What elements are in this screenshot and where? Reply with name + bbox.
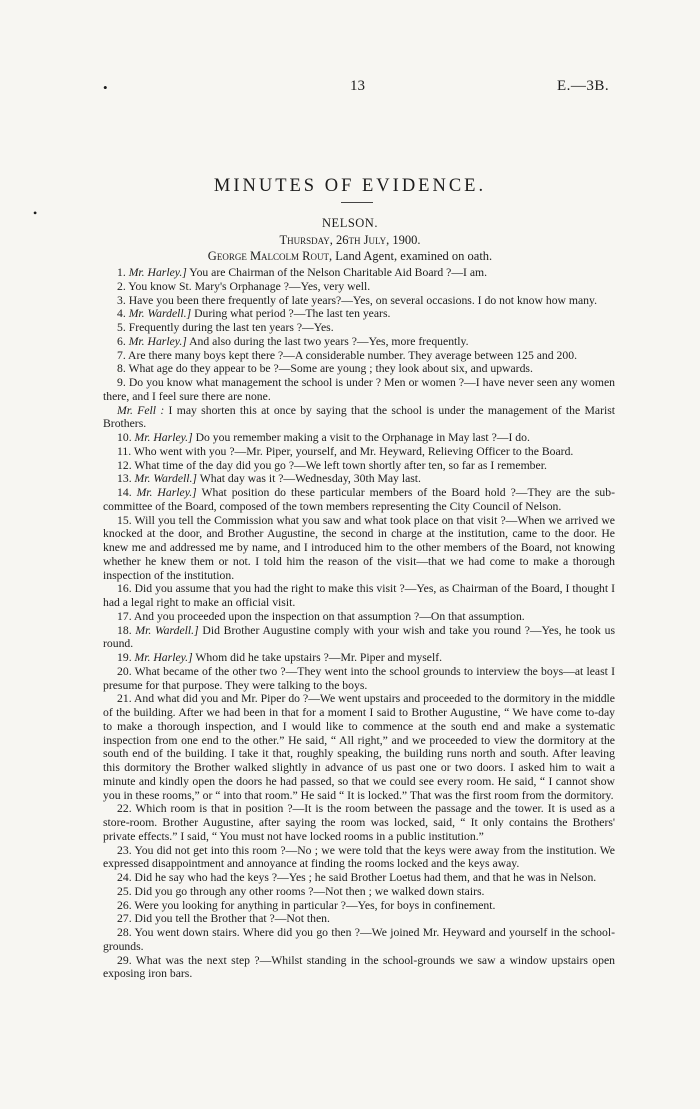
evidence-paragraph [103, 954, 615, 982]
question-number: 23. [117, 843, 135, 857]
question-number: 29. [117, 953, 136, 967]
paragraph-text: Who went with you ?—Mr. Piper, yourself, and Mr. Heyward, Relieving Officer to the Board. [133, 444, 574, 458]
evidence-paragraph [103, 404, 615, 432]
evidence-body [103, 266, 615, 981]
question-number: 16. [117, 582, 135, 596]
question-number: 28. [117, 926, 135, 939]
speaker-label: Mr. Harley.] [136, 486, 197, 499]
page-header [0, 78, 700, 98]
question-number: 9. [117, 376, 129, 389]
paragraph-text: What position do these particular members of the Board hold ?—They are the sub-committee of the Board, composed of the town members representing the City Council of Nelson. [103, 486, 615, 513]
evidence-paragraph [103, 871, 615, 885]
evidence-paragraph [103, 885, 615, 899]
evidence-paragraph [103, 349, 615, 363]
document-title: MINUTES OF EVIDENCE. [213, 176, 487, 196]
paragraph-text: Have you been there frequently of late years?—Yes, on several occasions. I do not know how many. [128, 293, 598, 307]
paragraph-text: Whom did he take upstairs ?—Mr. Piper and myself. [192, 651, 443, 664]
margin-mark: • [33, 206, 38, 220]
evidence-paragraph [103, 431, 615, 445]
evidence-paragraph [103, 624, 615, 652]
evidence-paragraph [103, 280, 615, 294]
evidence-paragraph [103, 514, 615, 583]
question-number: 13. [117, 472, 135, 486]
evidence-paragraph [103, 335, 615, 349]
evidence-paragraph [103, 692, 615, 802]
witness-name: George Malcolm Rout [207, 249, 330, 263]
date-heading: Thursday, 26th July, 1900. [279, 233, 421, 247]
paragraph-text: Do you remember making a visit to the Orphanage in May last ?—I do. [192, 431, 530, 444]
evidence-paragraph [103, 445, 615, 459]
speaker-label: Mr. Harley.] [134, 651, 193, 664]
evidence-paragraph [103, 376, 615, 404]
paragraph-text: Were you looking for anything in particular ?—Yes, for boys in confinement. [134, 898, 496, 912]
witness-line [0, 249, 700, 264]
evidence-paragraph [103, 912, 615, 926]
title-rule [341, 202, 373, 203]
evidence-paragraph [103, 802, 615, 843]
question-number: 15. [117, 513, 135, 527]
evidence-paragraph [103, 665, 615, 693]
evidence-paragraph [103, 294, 615, 308]
witness-description: , Land Agent, examined on oath. [329, 249, 493, 263]
paragraph-text: Did you assume that you had the right to make this visit ?—Yes, as Chairman of the Board, I thought I had a legal right to make an official visit. [103, 582, 616, 609]
evidence-paragraph [103, 459, 615, 473]
speaker-label: Mr. Harley.] [134, 431, 193, 444]
paragraph-text: Do you know what management the school is under ? Men or women ?—I have never seen any women there, and I feel sure there are none. [103, 376, 616, 403]
evidence-paragraph [103, 926, 615, 954]
paragraph-text: Did you tell the Brother that ?—Not then. [134, 912, 330, 926]
question-number: 14. [117, 486, 137, 499]
evidence-paragraph [103, 486, 615, 514]
paragraph-text: Frequently during the last ten years ?—Yes. [128, 321, 334, 334]
question-number: 10. [117, 431, 135, 444]
evidence-paragraph [103, 307, 615, 321]
paragraph-text: You know St. Mary's Orphanage ?—Yes, very well. [128, 279, 371, 293]
question-number: 7. [117, 348, 129, 362]
question-number: 11. [117, 444, 134, 458]
paragraph-text: I may shorten this at once by saying that the school is under the management of the Marist Brothers. [103, 403, 616, 431]
evidence-paragraph [103, 610, 615, 624]
paragraph-text: Which room is that in position ?—It is the room between the passage and the tower. It is used as a store-room. Brother Augustine, after saying the room was locked, said, “ It only contains the Brothers' private effects.” I said, “ You must not have locked rooms in a public institution.” [103, 802, 615, 843]
paragraph-text: You are Chairman of the Nelson Charitable Aid Board ?—I am. [186, 266, 488, 279]
header-dot: • [103, 80, 108, 95]
paragraph-text: You did not get into this room ?—No ; we were told that the keys were away from the institution. We expressed disappointment and annoyance at finding the rooms locked and the keys away. [103, 843, 615, 871]
paragraph-text: And also during the last two years ?—Yes, more frequently. [186, 334, 469, 348]
question-number: 1. [117, 266, 129, 279]
paragraph-text: What became of the other two ?—They went into the school grounds to interview the boys—at least I presume for that purpose. They were talking to the boys. [103, 664, 615, 692]
question-number: 22. [117, 802, 136, 816]
question-number: 12. [117, 458, 135, 472]
question-number: 21. [117, 692, 134, 706]
question-number: 18. [117, 623, 136, 637]
evidence-paragraph [103, 582, 615, 610]
paragraph-text: What time of the day did you go ?—We left town shortly after ten, so far as I remember. [134, 458, 547, 472]
place-heading: NELSON. [322, 216, 378, 230]
paragraph-text: During what period ?—The last ten years. [191, 307, 391, 321]
question-number: 4. [117, 307, 129, 321]
question-number: 26. [117, 898, 135, 912]
question-number: 25. [117, 884, 135, 898]
paragraph-text: Are there many boys kept there ?—A considerable number. They average between 125 and 200. [128, 348, 577, 362]
paragraph-text: What age do they appear to be ?—Some are young ; they look about six, and upwards. [128, 362, 533, 376]
speaker-label: Mr. Wardell.] [134, 472, 197, 486]
paragraph-text: You went down stairs. Where did you go then ?—We joined Mr. Heyward and yourself in the school-grounds. [103, 926, 615, 953]
question-number: 27. [117, 912, 135, 926]
evidence-paragraph [103, 844, 615, 872]
paragraph-text: Did Brother Augustine comply with your wish and take you round ?—Yes, he took us round. [103, 623, 615, 651]
speaker-label: Mr. Wardell.] [135, 623, 199, 637]
document-reference: E.—3B. [557, 78, 610, 94]
paragraph-text: Did he say who had the keys ?—Yes ; he said Brother Loetus had them, and that he was in Nelson. [134, 871, 597, 884]
evidence-paragraph [103, 651, 615, 665]
paragraph-text: What was the next step ?—Whilst standing in the school-grounds we saw a window upstairs open exposing iron bars. [103, 953, 615, 981]
question-number: 20. [117, 664, 135, 678]
speaker-label: Mr. Wardell.] [128, 307, 192, 321]
evidence-paragraph [103, 472, 615, 486]
page-number: 13 [350, 78, 365, 94]
question-number: 24. [117, 871, 135, 884]
speaker-label: Mr. Fell : [117, 403, 165, 417]
evidence-paragraph [103, 362, 615, 376]
question-number: 6. [117, 334, 129, 348]
paragraph-text: And you proceeded upon the inspection on that assumption ?—On that assumption. [133, 609, 525, 623]
speaker-label: Mr. Harley.] [128, 334, 187, 348]
question-number: 5. [117, 321, 129, 334]
question-number: 19. [117, 651, 135, 664]
evidence-paragraph [103, 321, 615, 335]
question-number: 2. [117, 279, 129, 293]
paragraph-text: Did you go through any other rooms ?—Not then ; we walked down stairs. [134, 884, 485, 898]
paragraph-text: What day was it ?—Wednesday, 30th May last. [196, 472, 421, 486]
paragraph-text: And what did you and Mr. Piper do ?—We went upstairs and proceeded to the dormitory in the middle of the building. After we had been in that for a moment I said to Brother Augustine, “ We have come to-day to make a thorough inspection, and I would like to commence at the south end and make a systematic inspection from one end to the other.” He said, “ All right,” and we proceeded to view the dormitory at the south end of the building. I take it that, roughly speaking, the building runs north and south. After leaving this dormitory the Brother walked slightly in advance of us past one or two doors. I asked him to wait a minute and kindly open the doors he had passed, so that we could see every room. He said, “ I cannot show you in these rooms,” or “ into that room.” He said “ It is locked.” That was the first room from the dormitory. [103, 692, 615, 802]
evidence-paragraph [103, 266, 615, 280]
question-number: 17. [117, 609, 134, 623]
question-number: 8. [117, 362, 129, 376]
speaker-label: Mr. Harley.] [128, 266, 187, 279]
paragraph-text: Will you tell the Commission what you saw and what took place on that visit ?—When we arrived we knocked at the door, and Brother Augustine, the second in charge at the institution, came to the door. He knew me and addressed me by name, and I introduced him to the other members of the Board, not knowing whether he knew them or not. I told him the reason of the visit—that we had come to make a thorough inspection of the institution. [103, 513, 615, 582]
evidence-paragraph [103, 899, 615, 913]
question-number: 3. [117, 293, 129, 307]
